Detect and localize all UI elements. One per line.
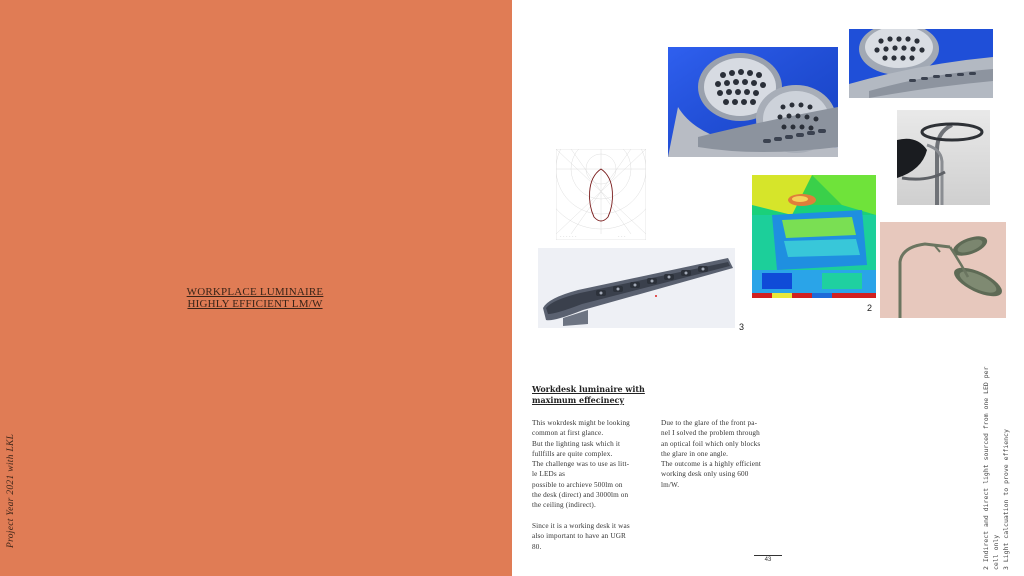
side-note-line-3: 3 Light calcuation to prove effiency — [1002, 429, 1010, 570]
side-note-line-1: 2 Indirect and direct light sourced from one LED per — [982, 366, 990, 570]
title-line-2: HIGHLY EFFICIENT LM/W — [187, 298, 323, 310]
project-year-note: Project Year 2021 with LKL — [6, 433, 16, 548]
svg-text:- - - - - -: - - - - - - — [560, 235, 577, 238]
body-column-2: Due to the glare of the front pa- nel I solved the problem through an optical foil which only blocks the glare in one angle. The outcome is a highly efficient working desk only using 600 lm/W. — [661, 419, 762, 489]
heading-line-1: Workdesk luminaire with — [532, 384, 645, 394]
image-caption-3: 3 — [739, 322, 745, 332]
left-page-title — [150, 286, 360, 310]
page-number: 43 — [754, 555, 782, 563]
svg-text:- - -: - - - — [618, 235, 626, 238]
image-caption-2: 2 — [867, 303, 873, 313]
side-note-line-2: cell only — [992, 534, 1000, 570]
led-cluster-closeup-image — [849, 29, 993, 98]
body-column-1: This wokrdesk might be looking common at first glance. But the lighting task which it fullfills are quite complex. The challenge was to use as litt- le LEDs as possible to archieve 500lm on the desk (direct) and 3000lm on the ceiling (indirect). Since it is a working desk it was also important to have an UGR 80. — [532, 419, 630, 551]
heading-line-2: maximum effecinecy — [532, 395, 625, 405]
luminaire-arm-render-image — [897, 110, 990, 205]
luminaire-prototype-photo — [880, 222, 1006, 318]
polar-diagram-image — [556, 149, 646, 240]
article-heading — [532, 384, 645, 406]
luminaire-cad-image — [538, 248, 735, 328]
led-cluster-render-image — [668, 47, 838, 157]
title-line-1: WORKPLACE LUMINAIRE — [186, 286, 324, 298]
light-calculation-image — [752, 175, 876, 298]
